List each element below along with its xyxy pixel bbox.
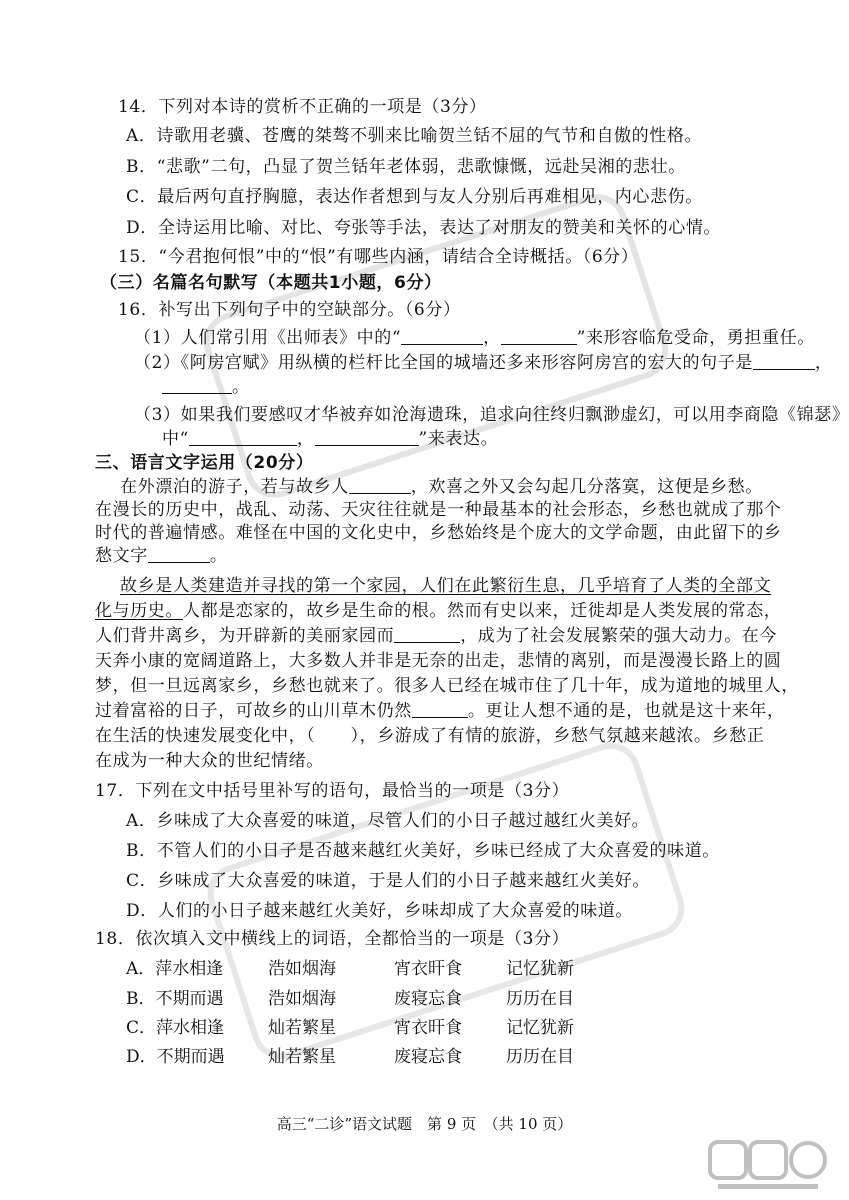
- passage-underlined-line: 故乡是人类建造并寻找的第一个家园，人们在此繁衍生息，几乎培育了人类的全部文: [120, 576, 772, 596]
- option-word: 废寝忘食: [394, 1047, 462, 1067]
- option-word: 历历在目: [506, 1047, 574, 1067]
- passage-text: 愁文字: [95, 546, 148, 566]
- item-text: ，: [814, 353, 833, 373]
- question-14-stem: 14．下列对本诗的赏析不正确的一项是（3分）: [118, 97, 487, 117]
- question-14-option-d: D．全诗运用比喻、对比、夸张等手法，表达了对朋友的赞美和关怀的心情。: [126, 218, 722, 238]
- passage-line: [95, 600, 781, 622]
- passage-line: [95, 545, 227, 567]
- item-text: ”来表达。: [418, 429, 499, 449]
- question-17-option-d: D．人们的小日子越来越红火美好，乡味却成了大众喜爱的味道。: [126, 901, 634, 921]
- item-text: （1）人们常引用《出师表》中的“: [134, 328, 402, 348]
- passage-line: [95, 700, 785, 722]
- passage-text: 在外漂泊的游子，若与故乡人: [120, 477, 349, 497]
- answer-blank: [401, 328, 483, 345]
- item-text: 。: [232, 377, 250, 397]
- passage-underlined-text: 化与历史。: [95, 601, 183, 621]
- item-text: 中“: [162, 429, 189, 449]
- question-17-stem: 17．下列在文中括号里补写的语句，最恰当的一项是（3分）: [95, 781, 570, 801]
- item-text: （2）《阿房宫赋》用纵横的栏杆比全国的城墙还多来形容阿房宫的宏大的句子是: [134, 353, 753, 373]
- passage-line: 时代的普遍情感。难怪在中国的文化史中，乡愁始终是个庞大的文学命题，由此留下的乡: [95, 523, 782, 543]
- passage-text: 。: [209, 546, 228, 566]
- question-18-stem: 18．依次填入文中横线上的词语，全都恰当的一项是（3分）: [95, 929, 570, 949]
- question-16-stem: 16．补写出下列句子中的空缺部分。（6分）: [118, 300, 461, 320]
- passage-line: 在漫长的历史中，战乱、动荡、天灾往往就是一种最基本的社会形态，乡愁也就成了那个: [95, 500, 782, 520]
- question-16-item-3-cont: [162, 428, 498, 450]
- option-word: 记忆犹新: [506, 959, 574, 979]
- passage-line: 在生活的快速发展变化中，（ ），乡游成了有情的旅游，乡愁气氛越来越浓。乡愁正: [95, 726, 765, 746]
- section-heading: （三）名篇名句默写（本题共1小题，6分）: [100, 273, 442, 293]
- question-16-item-2-cont: [162, 376, 250, 398]
- question-17-option-a: A．乡味成了大众喜爱的味道，尽管人们的小日子越过越红火美好。: [126, 811, 650, 831]
- passage-line: 在成为一种大众的世纪情绪。: [95, 751, 324, 771]
- part-heading: 三、语言文字运用（20分）: [95, 453, 314, 473]
- question-15: 15．“今君抱何恨”中的“恨”有哪些内涵，请结合全诗概括。（6分）: [118, 247, 639, 267]
- passage-line: 天奔小康的宽阔道路上，大多数人并非是无奈的出走，悲情的离别，而是漫漫长路上的圆: [95, 651, 782, 671]
- option-word: D．不期而遇: [126, 1047, 225, 1067]
- passage-blank: [412, 701, 468, 718]
- answer-blank: [162, 377, 232, 394]
- option-word: 宵衣旰食: [394, 959, 462, 979]
- question-17-option-b: B．不管人们的小日子是否越来越红火美好，乡味已经成了大众喜爱的味道。: [126, 841, 720, 861]
- passage-line: 梦，但一旦远离家乡，乡愁也就来了。很多人已经在城市住了几十年，成为道地的城里人，: [95, 676, 799, 696]
- passage-blank: [394, 626, 460, 643]
- passage-line: [95, 625, 777, 647]
- option-word: 废寝忘食: [394, 989, 462, 1009]
- passage-text: 人都是恋家的，故乡是生命的根。然而有史以来，迁徙却是人类发展的常态，: [183, 601, 782, 621]
- option-word: B．不期而遇: [126, 989, 224, 1009]
- option-word: 灿若繁星: [268, 1047, 336, 1067]
- option-word: 灿若繁星: [268, 1018, 336, 1038]
- answer-blank: [189, 429, 297, 446]
- question-14-option-c: C．最后两句直抒胸臆，表达作者想到与友人分别后再难相见，内心悲伤。: [126, 187, 703, 207]
- option-word: A．萍水相逢: [126, 959, 224, 979]
- option-word: 宵衣旰食: [394, 1018, 462, 1038]
- question-16-item-2: [134, 352, 833, 374]
- passage-text: ，欢喜之外又会勾起几分落寞，这便是乡愁。: [410, 477, 763, 497]
- passage-text: 过着富裕的日子，可故乡的山川草木仍然: [95, 701, 412, 721]
- option-word: 记忆犹新: [506, 1018, 574, 1038]
- passage-text: ，成为了社会发展繁荣的强大动力。在今: [460, 626, 778, 646]
- passage-blank: [349, 477, 411, 494]
- answer-blank: [315, 429, 419, 446]
- option-word: 浩如烟海: [268, 959, 336, 979]
- question-16-item-1: [134, 327, 815, 349]
- question-14-option-a: A．诗歌用老骥、苍鹰的桀骜不驯来比喻贺兰铦不屈的气节和自傲的性格。: [126, 126, 703, 146]
- question-17-option-c: C．乡味成了大众喜爱的味道，于是人们的小日子越来越红火美好。: [126, 871, 651, 891]
- passage-blank: [148, 546, 210, 563]
- item-text: ，: [483, 328, 501, 348]
- option-word: 历历在目: [506, 989, 574, 1009]
- option-word: C．萍水相逢: [126, 1018, 225, 1038]
- option-word: 浩如烟海: [268, 989, 336, 1009]
- question-16-item-3: （3）如果我们要感叹才华被弃如沧海遗珠，追求向往终归飘渺虚幻，可以用李商隐《锦瑟》: [134, 405, 849, 425]
- item-text: ，: [296, 429, 315, 449]
- question-14-option-b: B．“悲歌”二句，凸显了贺兰铦年老体弱，悲歌慷慨，远赴吴湘的悲壮。: [126, 157, 686, 177]
- answer-blank: [501, 328, 577, 345]
- page-footer: 高三“二诊”语文试题 第 9 页 （共 10 页）: [276, 1115, 573, 1133]
- passage-line: [120, 476, 763, 498]
- item-text: ”来形容临危受命，勇担重任。: [576, 328, 815, 348]
- passage-text: 。更让人想不通的是，也就是这十来年，: [467, 701, 785, 721]
- passage-text: 人们背井离乡，为开辟新的美丽家园而: [95, 626, 395, 646]
- answer-blank: [753, 353, 815, 370]
- watermark-logo-icon: [708, 1140, 828, 1192]
